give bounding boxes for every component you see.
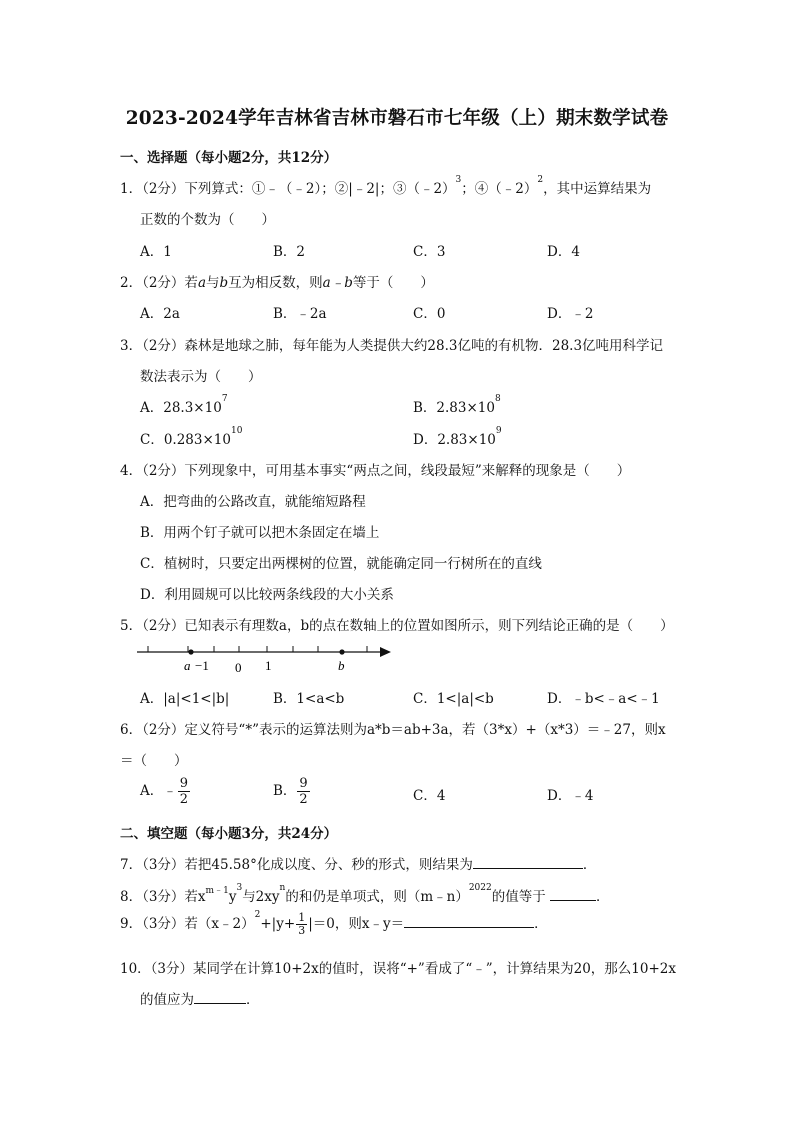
question-9-answer-blank[interactable] bbox=[404, 915, 534, 928]
question-5-option-b[interactable]: B．1<a<b bbox=[273, 691, 345, 707]
point-b bbox=[339, 649, 344, 654]
label-b: b bbox=[338, 658, 345, 673]
question-8-answer-blank[interactable] bbox=[550, 888, 596, 901]
question-1-option-c[interactable]: C．3 bbox=[413, 244, 446, 260]
question-7-answer-blank[interactable] bbox=[473, 856, 583, 869]
question-3-stem-cont: 数法表示为（ ） bbox=[140, 369, 262, 385]
question-6-option-c[interactable]: C．4 bbox=[413, 788, 446, 804]
question-10-stem: 10．（3分）某同学在计算10+2x的值时，误将“+”看成了“﹣”，计算结果为20，那么10+2x bbox=[120, 961, 676, 977]
question-3-option-c[interactable]: C．$0.283\times 10^{10}$ bbox=[140, 426, 243, 448]
question-1-option-b[interactable]: B．2 bbox=[273, 244, 306, 260]
question-5-stem: 5．（2分）已知表示有理数a，b的点在数轴上的位置如图所示，则下列结论正确的是（ ） bbox=[120, 618, 674, 634]
exam-title: 2023-2024学年吉林省吉林市磐石市七年级（上）期末数学试卷 bbox=[125, 108, 669, 129]
question-3-option-b[interactable]: B．$2.83\times 10^8$ bbox=[413, 394, 501, 416]
label-minus-one: −1 bbox=[195, 658, 209, 673]
question-4-option-d[interactable]: D．利用圆规可以比较两条线段的大小关系 bbox=[140, 587, 394, 603]
number-line-figure bbox=[135, 640, 395, 676]
question-2-option-a[interactable]: A．2a bbox=[140, 306, 180, 322]
question-6-stem: 6．（2分）定义符号“*”表示的运算法则为a*b＝ab+3a，若（3*x）+（x*3）＝﹣27，则x bbox=[120, 722, 666, 738]
label-one: 1 bbox=[265, 658, 272, 673]
question-2-option-d[interactable]: D．﹣2 bbox=[547, 306, 594, 322]
section-choice-heading: 一、选择题（每小题2分，共12分） bbox=[120, 150, 338, 166]
number-line-arrow bbox=[380, 647, 391, 657]
question-7-stem: 7．（3分）若把45.58°化成以度、分、秒的形式，则结果为 ． bbox=[120, 857, 597, 873]
question-6-option-b[interactable]: B． $\frac{9}{2}$ bbox=[273, 776, 308, 807]
question-2-stem: 2．（2分）若a与b互为相反数，则a﹣b等于（ ） bbox=[120, 275, 434, 291]
question-6-option-d[interactable]: D．﹣4 bbox=[547, 788, 594, 804]
question-4-option-a[interactable]: A．把弯曲的公路改直，就能缩短路程 bbox=[140, 494, 366, 510]
question-4-stem: 4．（2分）下列现象中，可用基本事实“两点之间，线段最短”来解释的现象是（ ） bbox=[120, 463, 631, 479]
question-6-option-a[interactable]: A．﹣ $\frac{9}{2}$ bbox=[140, 776, 189, 807]
question-5-option-d[interactable]: D．﹣b<﹣a<﹣1 bbox=[547, 691, 660, 707]
question-1-option-a[interactable]: A．1 bbox=[140, 244, 172, 260]
question-5-option-c[interactable]: C．1<|a|<b bbox=[413, 691, 494, 707]
question-9-stem: 9．（3分）若（x﹣2）$^2$+|y+ $\frac{1}{3}$ |＝0，则x﹣y＝ ． bbox=[120, 910, 548, 937]
question-3-option-a[interactable]: A．$28.3\times 10^7$ bbox=[140, 394, 228, 416]
question-1-stem-cont: 正数的个数为（ ） bbox=[140, 212, 275, 228]
question-10-stem-cont: 的值应为 ． bbox=[140, 992, 260, 1008]
point-a bbox=[188, 649, 193, 654]
label-a: a bbox=[184, 658, 191, 673]
label-zero: 0 bbox=[235, 660, 242, 675]
question-1-stem: 1．（2分）下列算式：①﹣（﹣2）；②|﹣2|；③（﹣2）$^3$；④（﹣2）$^2$，其中运算结果为 bbox=[120, 175, 652, 197]
section-fill-heading: 二、填空题（每小题3分，共24分） bbox=[120, 826, 338, 842]
question-3-stem: 3．（2分）森林是地球之肺，每年能为人类提供大约28.3亿吨的有机物．28.3亿吨用科学记 bbox=[120, 338, 664, 354]
question-8-stem: 8．（3分）若$x^{m﹣1}y^3$与$2xy^n$的和仍是单项式，则（m﹣n）$^{2022}$的值等于 ． bbox=[120, 883, 610, 905]
question-4-option-b[interactable]: B．用两个钉子就可以把木条固定在墙上 bbox=[140, 525, 380, 541]
number-line-ticks bbox=[148, 646, 367, 652]
question-4-option-c[interactable]: C．植树时，只要定出两棵树的位置，就能确定同一行树所在的直线 bbox=[140, 556, 542, 572]
question-10-answer-blank[interactable] bbox=[194, 991, 246, 1004]
question-2-option-c[interactable]: C．0 bbox=[413, 306, 446, 322]
question-6-stem-cont: ＝（ ） bbox=[120, 753, 188, 769]
question-5-option-a[interactable]: A．|a|<1<|b| bbox=[140, 691, 230, 707]
question-2-option-b[interactable]: B．﹣2a bbox=[273, 306, 327, 322]
question-1-option-d[interactable]: D．4 bbox=[547, 244, 580, 260]
question-3-option-d[interactable]: D．$2.83\times 10^9$ bbox=[413, 426, 502, 448]
